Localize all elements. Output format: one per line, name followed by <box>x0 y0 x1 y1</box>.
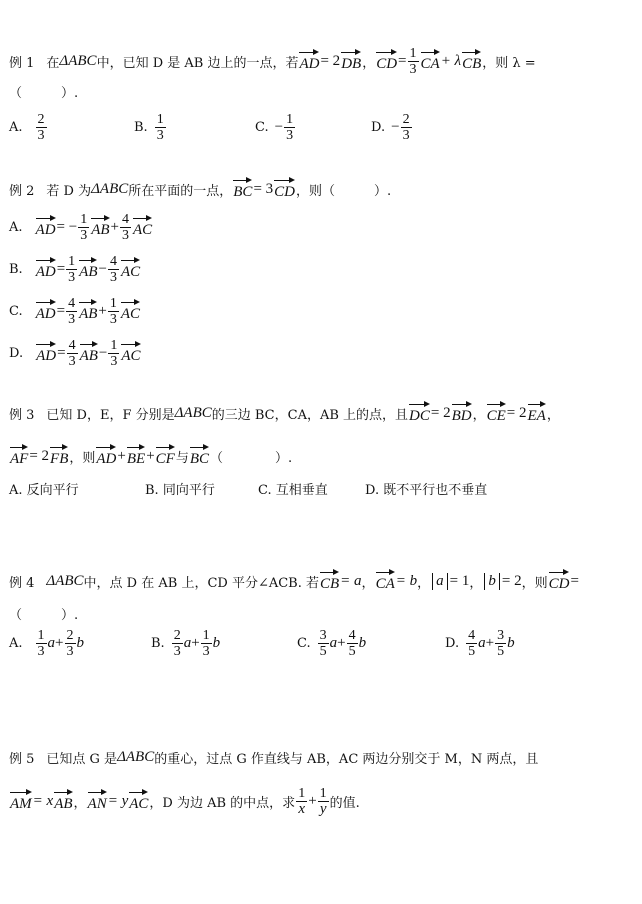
ex3-text-2: 的三边 BC，CA，AB 上的点，且 <box>211 408 409 423</box>
vector-CD: CD <box>274 178 295 201</box>
vector-lhs: AD <box>36 216 56 239</box>
fraction: $\frac{1}{3}$ <box>286 112 294 143</box>
vector-BC: BC <box>190 445 209 468</box>
ex3-question <box>9 402 560 425</box>
ex4-option-d[interactable] <box>445 628 515 659</box>
plus: + <box>485 635 495 651</box>
fraction-1: $\frac{1}{3}$ <box>68 254 76 285</box>
fraction-2: $\frac{2}{3}$ <box>66 628 74 659</box>
vector-CF: CF <box>156 445 175 468</box>
ex1-text-2: 中，已知 D 是 AB 边上的一点，若 <box>96 56 299 71</box>
ex1-option-b[interactable] <box>134 112 167 143</box>
vector-BD: BD <box>452 402 472 425</box>
ex4-triangle: ΔABC <box>46 573 84 589</box>
fraction-2: $\frac{4}{3}$ <box>109 254 117 285</box>
fraction-2: $\frac{1}{3}$ <box>109 296 117 327</box>
option-letter: B. <box>151 636 165 651</box>
ex5-text-2: 的重心，过点 G 作直线与 AB，AC 两边分别交于 M，N 两点，且 <box>154 752 539 767</box>
vector-CE: CE <box>487 402 506 425</box>
vector-CA: CA <box>421 50 440 73</box>
ex5-comma: ， <box>73 796 87 811</box>
option-letter: A. <box>9 120 23 135</box>
plus: + <box>146 448 155 464</box>
option-letter: D. <box>445 636 460 651</box>
ex1-comma: ， <box>362 56 376 71</box>
ex3-option-d[interactable]: D. 既不平行也不垂直 <box>365 483 488 498</box>
vector-AN: AN <box>88 790 107 813</box>
ex4-eq2: = b <box>395 573 418 589</box>
ex2-text-3: ，则（ ）. <box>296 184 392 199</box>
equals: = <box>57 345 66 361</box>
ex4-eq5: = <box>570 573 579 589</box>
ex1-paren: （ ）. <box>9 86 79 101</box>
ex2-text-1: 若 D 为 <box>46 184 92 199</box>
vector-2: AC <box>121 300 140 323</box>
ex1-eq: = 2 <box>320 53 341 69</box>
ex5-eq2: = y <box>107 793 129 809</box>
fraction-2: $\frac{3}{5}$ <box>497 628 505 659</box>
vector-AB: AB <box>54 790 72 813</box>
option-letter: D. <box>371 120 386 135</box>
vector-2: AC <box>121 258 140 281</box>
fraction: $\frac{1}{3}$ <box>156 112 164 143</box>
vector-lhs: AD <box>36 342 56 365</box>
fraction-1: $\frac{1}{3}$ <box>37 628 45 659</box>
fraction-1: $\frac{4}{5}$ <box>468 628 476 659</box>
ex2-text-2: 所在平面的一点， <box>128 184 233 199</box>
fraction-1-over-x: $\frac{1}{x}$ <box>298 786 306 817</box>
plus: + <box>308 793 317 809</box>
ex3-option-b[interactable]: B. 同向平行 <box>145 483 215 498</box>
ex4-option-a[interactable] <box>9 628 84 659</box>
ex1-plus-lambda: + λ <box>440 53 462 69</box>
option-letter: A. <box>9 636 23 651</box>
ex4-eq3: = 1 <box>449 573 470 589</box>
vector-AF: AF <box>10 445 28 468</box>
ex4-label: 例 4 <box>9 576 35 591</box>
ex3-comma-2: ， <box>546 408 560 423</box>
vector-DB: DB <box>341 50 361 73</box>
fraction-1: $\frac{4}{3}$ <box>68 296 76 327</box>
fraction: $\frac{2}{3}$ <box>402 112 410 143</box>
fraction-2: $\frac{4}{3}$ <box>122 212 129 243</box>
vector-1: AB <box>79 300 97 323</box>
ex3-label: 例 3 <box>9 408 35 423</box>
symbol-a: a <box>329 635 338 651</box>
symbol-a: a <box>47 635 56 651</box>
ex3-text-5: （ ）. <box>210 451 293 466</box>
option-letter: C. <box>255 120 269 135</box>
ex1-text-3: ，则 λ = <box>482 56 536 71</box>
equals: = <box>56 261 66 277</box>
ex4-question <box>9 570 579 593</box>
ex3-question-cont <box>9 445 292 468</box>
vector-CA: CA <box>376 570 395 593</box>
vector-AD: AD <box>299 50 319 73</box>
ex4-option-b[interactable] <box>151 628 220 659</box>
abs-b: b <box>484 573 500 590</box>
ex3-eq1: = 2 <box>430 405 451 421</box>
operator: − <box>98 345 108 361</box>
ex5-question-cont <box>9 786 360 817</box>
option-letter: D. <box>9 346 24 361</box>
vector-1: AB <box>79 258 97 281</box>
ex2-eq: = 3 <box>253 181 274 197</box>
fraction-1: $\frac{1}{3}$ <box>80 212 88 243</box>
vector-FB: FB <box>50 445 68 468</box>
fraction-1-over-y: $\frac{1}{y}$ <box>319 786 327 817</box>
plus: + <box>191 635 200 651</box>
vector-AC: AC <box>129 790 148 813</box>
minus-sign: − <box>274 119 284 135</box>
ex4-paren: （ ）. <box>9 608 79 623</box>
symbol-b: b <box>358 635 367 651</box>
fraction-1: $\frac{2}{3}$ <box>173 628 181 659</box>
ex1-option-a[interactable] <box>9 112 48 143</box>
ex4-text-2: ，则 <box>521 576 548 591</box>
vector-CB: CB <box>320 570 339 593</box>
ex4-comma-2: ， <box>417 576 431 591</box>
ex1-option-d[interactable] <box>371 112 413 143</box>
ex5-text-1: 已知点 G 是 <box>46 752 118 767</box>
ex1-question <box>9 46 536 77</box>
ex5-eq1: = x <box>32 793 54 809</box>
ex1-fraction: $\frac{1}{3}$ <box>409 46 417 77</box>
option-letter: C. <box>297 636 311 651</box>
symbol-a: a <box>478 635 486 651</box>
ex2-triangle: ΔABC <box>91 181 129 197</box>
option-letter: C. <box>9 304 23 319</box>
ex4-comma-3: ， <box>469 576 483 591</box>
vector-1: AB <box>91 216 109 239</box>
vector-AD: AD <box>96 445 116 468</box>
ex4-text-1: 中，点 D 在 AB 上，CD 平分∠ACB. 若 <box>83 576 319 591</box>
operator: + <box>98 303 107 319</box>
fraction-2: $\frac{1}{3}$ <box>202 628 210 659</box>
ex4-option-c[interactable] <box>297 628 366 659</box>
ex3-triangle: ΔABC <box>174 405 212 421</box>
plus: + <box>337 635 346 651</box>
ex5-triangle: ΔABC <box>117 749 155 765</box>
ex5-text-3: ，D 为边 AB 的中点，求 <box>149 796 296 811</box>
ex3-eq2: = 2 <box>506 405 527 421</box>
minus-sign: − <box>391 119 400 135</box>
operator: + <box>110 219 119 235</box>
ex1-label: 例 1 <box>9 56 35 71</box>
vector-2: AC <box>121 342 140 365</box>
vector-DC: DC <box>409 402 430 425</box>
abs-a: a <box>432 573 448 590</box>
fraction-2: $\frac{1}{3}$ <box>110 338 118 369</box>
option-letter: B. <box>134 120 148 135</box>
fraction-2: $\frac{4}{5}$ <box>348 628 356 659</box>
fraction-1: $\frac{3}{5}$ <box>319 628 327 659</box>
plus: + <box>55 635 64 651</box>
equals: = <box>56 303 66 319</box>
ex2-option-b[interactable] <box>9 254 141 285</box>
symbol-b: b <box>212 635 221 651</box>
vector-AM: AM <box>10 790 32 813</box>
ex2-option-a[interactable] <box>9 212 153 243</box>
equals: = − <box>56 219 78 235</box>
vector-1: AB <box>80 342 98 365</box>
ex3-option-a[interactable]: A. 反向平行 <box>9 483 79 498</box>
fraction-1: $\frac{4}{3}$ <box>68 338 76 369</box>
symbol-b: b <box>507 635 515 651</box>
vector-lhs: AD <box>36 300 56 323</box>
ex3-text-1: 已知 D，E，F 分别是 <box>46 408 175 423</box>
ex4-eq4: = 2 <box>501 573 522 589</box>
vector-BE: BE <box>127 445 145 468</box>
vector-BC: BC <box>233 178 252 201</box>
ex1-eq2: = <box>398 53 407 69</box>
symbol-a: a <box>183 635 192 651</box>
ex2-label: 例 2 <box>9 184 35 199</box>
ex3-option-c[interactable]: C. 互相垂直 <box>258 483 328 498</box>
ex2-option-d[interactable] <box>9 338 142 369</box>
symbol-b: b <box>76 635 84 651</box>
vector-2: AC <box>133 216 152 239</box>
ex3-comma-1: ， <box>472 408 486 423</box>
ex1-text-1: 在 <box>46 56 60 71</box>
option-letter: A. <box>9 220 23 235</box>
ex5-question <box>9 748 538 767</box>
ex1-triangle: ΔABC <box>59 53 97 69</box>
ex3-text-3: ，则 <box>69 451 96 466</box>
ex3-eq3: = 2 <box>29 448 50 464</box>
vector-lhs: AD <box>36 258 56 281</box>
ex2-question <box>9 178 391 201</box>
ex5-label: 例 5 <box>9 752 35 767</box>
ex1-option-c[interactable] <box>255 112 296 143</box>
ex4-eq1: = a <box>340 573 362 589</box>
operator: − <box>98 261 107 277</box>
ex2-option-c[interactable] <box>9 296 141 327</box>
vector-EA: EA <box>528 402 546 425</box>
plus: + <box>117 448 126 464</box>
ex4-comma-1: ， <box>361 576 375 591</box>
fraction: $\frac{2}{3}$ <box>37 112 45 143</box>
vector-CD: CD <box>376 50 397 73</box>
ex3-text-4: 与 <box>175 451 189 466</box>
vector-CB: CB <box>462 50 481 73</box>
ex5-text-4: 的值. <box>329 796 360 811</box>
vector-CD: CD <box>549 570 570 593</box>
option-letter: B. <box>9 262 23 277</box>
